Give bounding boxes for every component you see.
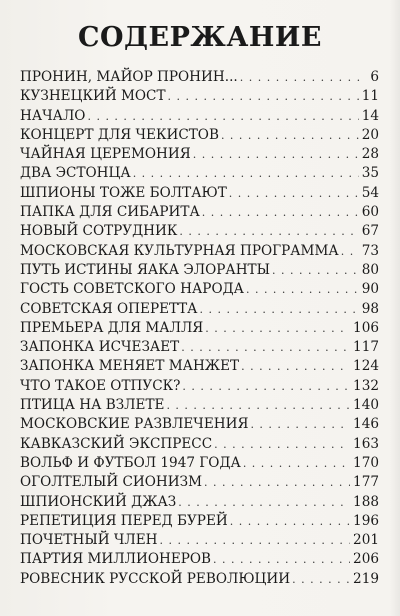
toc-page-number: 177 <box>353 474 379 491</box>
toc-entry <box>20 68 379 87</box>
toc-page-number: 124 <box>353 358 379 375</box>
toc-entry-title: РЕПЕТИЦИЯ ПЕРЕД БУРЕЙ <box>20 512 228 529</box>
toc-dot-leader <box>160 531 351 550</box>
toc-dot-leader <box>87 107 358 126</box>
toc-entry-title: СОВЕТСКАЯ ОПЕРЕТТА <box>20 300 198 317</box>
toc-dot-leader <box>202 203 359 222</box>
toc-entry-title: КАВКАЗСКИЙ ЭКСПРЕСС <box>20 435 213 452</box>
toc-entry <box>20 87 379 106</box>
toc-dot-leader <box>181 338 350 357</box>
toc-dot-leader <box>229 184 359 203</box>
toc-dot-leader <box>166 396 350 415</box>
toc-entry-title: ОГОЛТЕЛЫЙ СИОНИЗМ <box>20 474 203 491</box>
toc-entry-title: ЧАЙНАЯ ЦЕРЕМОНИЯ <box>20 146 191 163</box>
toc-page-number: 206 <box>353 551 379 568</box>
toc-page-number: 98 <box>361 300 379 317</box>
toc-dot-leader <box>246 280 359 299</box>
toc-entry <box>20 473 379 492</box>
toc-entry-title: ПАРТИЯ МИЛЛИОНЕРОВ <box>20 551 212 568</box>
toc-dot-leader <box>250 415 350 434</box>
toc-entry-title: МОСКОВСКАЯ КУЛЬТУРНАЯ ПРОГРАММА <box>20 242 339 259</box>
toc-page-number: 188 <box>353 493 379 510</box>
toc-entry <box>20 357 379 376</box>
toc-entry-title: ЗАПОНКА МЕНЯЕТ МАНЖЕТ <box>20 358 240 375</box>
toc-page-number: 73 <box>361 242 379 259</box>
toc-entry <box>20 338 379 357</box>
toc-page-number: 106 <box>353 319 379 336</box>
toc-entry <box>20 396 379 415</box>
toc-page-number: 60 <box>361 204 379 221</box>
toc-entry <box>20 145 379 164</box>
toc-entry <box>20 107 379 126</box>
toc-entry-title: ШПИОНСКИЙ ДЖАЗ <box>20 493 177 510</box>
toc-entry-title: ГОСТЬ СОВЕТСКОГО НАРОДА <box>20 281 244 298</box>
toc-dot-leader <box>204 473 350 492</box>
toc-entry <box>20 493 379 512</box>
toc-entry <box>20 126 379 145</box>
toc-dot-leader <box>240 68 362 87</box>
toc-entry-title: ПРОНИН, МАЙОР ПРОНИН... <box>20 69 238 85</box>
toc-dot-leader <box>199 300 358 319</box>
toc-entry <box>20 242 379 261</box>
toc-dot-leader <box>243 454 350 473</box>
toc-page-number: 140 <box>353 397 379 414</box>
toc-entry-title: ПУТЬ ИСТИНЫ ЯАКА ЭЛОРАНТЫ <box>20 261 270 278</box>
toc-dot-leader <box>205 319 350 338</box>
toc-dot-leader <box>168 87 359 106</box>
toc-entry-title: РОВЕСНИК РУССКОЙ РЕВОЛЮЦИИ <box>20 570 291 587</box>
toc-dot-leader <box>214 435 350 454</box>
toc-entry-title: ПОЧЕТНЫЙ ЧЛЕН <box>20 532 158 549</box>
toc-page-number: 54 <box>361 184 379 201</box>
toc-page-number: 35 <box>361 165 379 182</box>
toc-entry <box>20 512 379 531</box>
toc-page-number: 20 <box>361 126 379 143</box>
toc-page-number: 11 <box>361 88 379 105</box>
toc-page-number: 170 <box>353 454 379 471</box>
toc-dot-leader <box>179 222 358 241</box>
toc-entry-title: ДВА ЭСТОНЦА <box>20 165 131 182</box>
toc-page-number: 219 <box>353 570 379 587</box>
toc-entry-title: КОНЦЕРТ ДЛЯ ЧЕКИСТОВ <box>20 126 219 143</box>
toc-entry-title: ПТИЦА НА ВЗЛЕТЕ <box>20 397 165 414</box>
toc-page-number: 28 <box>361 146 379 163</box>
toc-entry <box>20 222 379 241</box>
toc-page-number: 14 <box>361 107 379 124</box>
toc-entry <box>20 377 379 396</box>
toc-dot-leader <box>272 261 359 280</box>
toc-entry <box>20 531 379 550</box>
toc-page-number: 6 <box>370 69 379 85</box>
toc-entry-title: ВОЛЬФ И ФУТБОЛ 1947 ГОДА <box>20 454 241 471</box>
toc-page-number: 117 <box>353 339 379 356</box>
toc-entry <box>20 261 379 280</box>
toc-entry-title: ЧТО ТАКОЕ ОТПУСК? <box>20 377 181 394</box>
toc-page-number: 132 <box>353 377 379 394</box>
toc-entry <box>20 570 379 589</box>
toc-dot-leader <box>213 550 350 569</box>
toc-entry <box>20 319 379 338</box>
toc-entry-title: ЗАПОНКА ИСЧЕЗАЕТ <box>20 339 180 356</box>
toc-entry-title: КУЗНЕЦКИЙ МОСТ <box>20 88 166 105</box>
toc-entry-title: НАЧАЛО <box>20 107 86 124</box>
toc-dot-leader <box>221 126 359 145</box>
page-edge-shadow <box>390 0 400 616</box>
toc-dot-leader <box>230 512 350 531</box>
toc-entry-title: ПРЕМЬЕРА ДЛЯ МАЛЛЯ <box>20 319 204 336</box>
toc-entry <box>20 415 379 434</box>
toc-entry-title: МОСКОВСКИЕ РАЗВЛЕЧЕНИЯ <box>20 416 249 433</box>
toc-entry-title: НОВЫЙ СОТРУДНИК <box>20 223 178 240</box>
toc-dot-leader <box>178 493 350 512</box>
toc-entry <box>20 300 379 319</box>
toc-dot-leader <box>292 570 350 589</box>
toc-entry <box>20 184 379 203</box>
toc-entry <box>20 435 379 454</box>
toc-dot-leader <box>182 377 350 396</box>
toc-entry <box>20 203 379 222</box>
toc-dot-leader <box>241 357 350 376</box>
table-of-contents <box>20 68 379 589</box>
toc-page-number: 196 <box>353 512 379 529</box>
toc-dot-leader <box>193 145 359 164</box>
toc-entry <box>20 550 379 569</box>
toc-page-number: 163 <box>353 435 379 452</box>
toc-entry-title: ПАПКА ДЛЯ СИБАРИТА <box>20 204 200 221</box>
toc-page-number: 201 <box>353 532 379 549</box>
toc-page-number: 80 <box>361 261 379 278</box>
toc-page-number: 67 <box>361 223 379 240</box>
toc-page-number: 90 <box>361 281 379 298</box>
toc-page-number: 146 <box>353 416 379 433</box>
toc-dot-leader <box>133 164 359 183</box>
toc-entry-title: ШПИОНЫ ТОЖЕ БОЛТАЮТ <box>20 184 227 201</box>
toc-entry <box>20 454 379 473</box>
toc-dot-leader <box>341 242 359 261</box>
page-title: СОДЕРЖАНИЕ <box>78 22 322 53</box>
toc-entry <box>20 280 379 299</box>
toc-entry <box>20 164 379 183</box>
